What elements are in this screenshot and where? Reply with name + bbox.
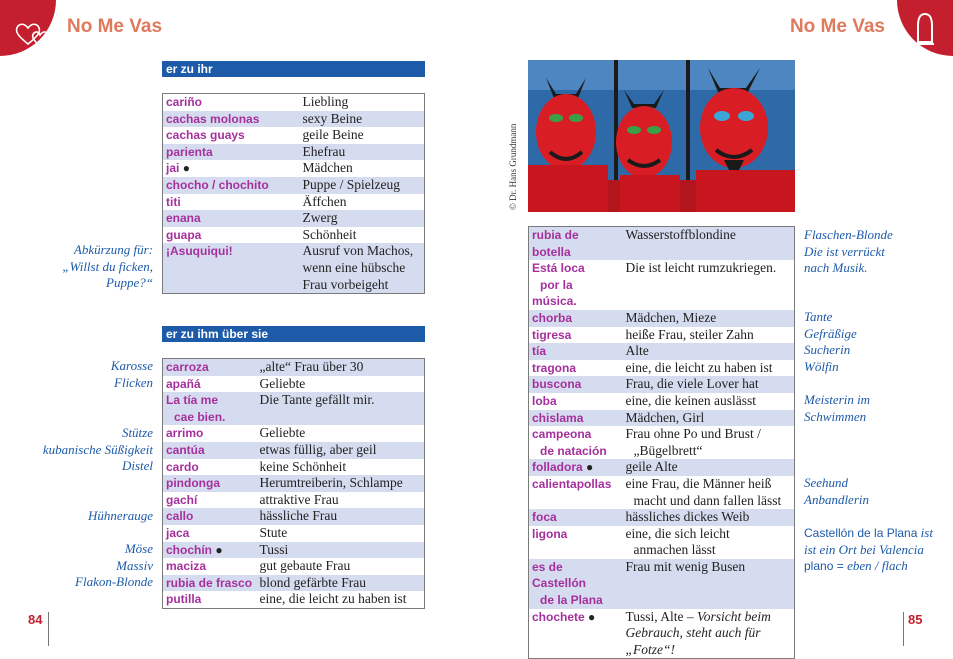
- spanish-term: rubia de botella: [529, 227, 623, 261]
- table-row: [163, 591, 425, 608]
- table-row: [163, 127, 425, 144]
- spanish-term: pindonga: [163, 475, 257, 492]
- spanish-term: ¡Asuquiqui!: [163, 243, 300, 293]
- spanish-term: cachas guays: [166, 128, 245, 143]
- table-row: [163, 194, 425, 211]
- bomb-icon: ●: [182, 161, 190, 176]
- table-row: [163, 227, 425, 244]
- table-row: [529, 509, 795, 526]
- german-translation: blond gefärbte Frau: [257, 575, 425, 592]
- german-translation: Tussi, Alte – Vorsicht beim Gebrauch, steht auch für „Fotze“!: [625, 608, 771, 657]
- margin-note: Flaschen-Blonde Die ist verrückt nach Musik.: [804, 227, 893, 276]
- spanish-term: callo: [163, 508, 257, 525]
- spanish-term: cariño: [166, 95, 203, 109]
- photo-credit: [498, 60, 526, 212]
- german-translation: Zwerg: [300, 210, 425, 227]
- german-translation: Tussi: [257, 542, 425, 559]
- spanish-term: jaca: [166, 525, 190, 540]
- condom-icon: [897, 0, 953, 56]
- table-row: [529, 559, 795, 609]
- table-row: [163, 376, 425, 393]
- spanish-term: chorba: [529, 310, 623, 327]
- german-translation: Frau mit wenig Busen: [623, 559, 795, 609]
- spanish-term: guapa: [166, 227, 202, 242]
- vocab-table-er-zu-ihr: [162, 93, 425, 294]
- table-row: [529, 376, 795, 393]
- german-translation: Frau, die viele Lover hat: [623, 376, 795, 393]
- table-row: [529, 609, 795, 659]
- spanish-term: loba: [532, 393, 557, 408]
- table-row: [163, 558, 425, 575]
- section-title-er-zu-ihm: er zu ihm über sie: [162, 326, 425, 342]
- bomb-icon: ●: [586, 460, 594, 475]
- page-number-left: 84: [28, 612, 43, 627]
- margin-note: Möse Massiv Flakon-Blonde: [75, 541, 153, 590]
- spanish-term: cardo: [166, 459, 199, 474]
- table-row: [163, 94, 425, 111]
- spanish-term: es de Castellón de la Plana: [529, 559, 623, 609]
- spanish-term: foca: [529, 509, 623, 526]
- spanish-term: chochete: [532, 609, 585, 624]
- table-row: [529, 260, 795, 310]
- margin-note: Stütze kubanische Süßigkeit Distel: [42, 425, 153, 474]
- header-title-right: No Me Vas: [789, 16, 885, 37]
- table-row: [163, 111, 425, 128]
- german-translation: keine Schönheit: [259, 458, 347, 474]
- german-translation: Wasserstoffblondine: [623, 227, 795, 261]
- german-translation: gut gebaute Frau: [259, 558, 351, 574]
- spanish-term: campeona de natación: [532, 427, 607, 458]
- table-row: [163, 243, 425, 293]
- german-translation: Geliebte: [259, 425, 306, 441]
- table-row: [163, 492, 425, 509]
- spanish-term: calientapollas: [532, 476, 612, 491]
- spanish-term: Está loca por la música.: [532, 261, 585, 309]
- spanish-term: arrimo: [166, 426, 204, 441]
- table-row: [529, 459, 795, 476]
- corner-decoration-right: [897, 0, 953, 56]
- vocab-table-er-zu-ihm: [162, 358, 425, 609]
- spanish-term: chocho / chochito: [163, 177, 300, 194]
- page-divider-right: [903, 612, 904, 646]
- vocab-table-right: [528, 226, 795, 659]
- bomb-icon: ●: [215, 542, 223, 557]
- german-translation: Die ist leicht rumzukriegen.: [625, 260, 777, 276]
- german-translation: heiße Frau, steiler Zahn: [625, 326, 754, 342]
- german-translation: Geliebte: [259, 375, 306, 391]
- table-row: [529, 227, 795, 261]
- spanish-term: titi: [166, 194, 181, 209]
- spanish-term: rubia de frasco: [163, 575, 257, 592]
- table-row: [529, 327, 795, 344]
- table-row: [163, 144, 425, 161]
- bomb-icon: ●: [588, 609, 596, 624]
- table-row: [163, 575, 425, 592]
- table-row: [163, 542, 425, 559]
- margin-note: Hühnerauge: [88, 508, 153, 523]
- spanish-term: tragona: [532, 360, 577, 375]
- german-translation: Mädchen: [302, 160, 353, 176]
- table-row: [163, 160, 425, 177]
- spanish-term: putilla: [166, 592, 202, 607]
- table-row: [529, 310, 795, 327]
- german-translation: eine, die leicht zu haben ist: [259, 591, 407, 607]
- table-row: [529, 393, 795, 410]
- spanish-term: folladora: [532, 460, 583, 475]
- spanish-term: apañá: [166, 376, 201, 391]
- german-translation: eine Frau, die Männer heiß macht und dann fallen lässt: [625, 475, 782, 508]
- spanish-term: cachas molonas: [163, 111, 300, 128]
- german-translation: geile Alte: [623, 459, 795, 476]
- margin-note: Tante Gefräßige Sucherin Wölfin: [804, 309, 857, 374]
- german-translation: attraktive Frau: [259, 491, 339, 507]
- german-translation: geile Beine: [302, 127, 364, 143]
- section-title-er-zu-ihr: er zu ihr: [162, 61, 425, 77]
- table-row: [163, 508, 425, 525]
- spanish-term: La tía me cae bien.: [163, 392, 257, 425]
- german-translation: Ausruf von Machos, wenn eine hübsche Frau vorbeigeht: [300, 243, 425, 293]
- table-row: [163, 392, 425, 425]
- german-translation: Schönheit: [302, 226, 357, 242]
- spanish-term: chislama: [529, 410, 623, 427]
- german-translation: etwas füllig, aber geil: [257, 442, 425, 459]
- table-row: [529, 360, 795, 377]
- german-translation: Alte: [623, 343, 795, 360]
- table-row: [163, 475, 425, 492]
- german-translation: Mädchen, Girl: [623, 410, 795, 427]
- german-translation: Herumtreiberin, Schlampe: [257, 475, 425, 492]
- german-translation: Äffchen: [302, 193, 347, 209]
- german-translation: eine, die sich leicht anmachen lässt: [625, 525, 730, 558]
- margin-note: Karosse Flicken: [110, 358, 153, 390]
- spanish-term: carroza: [163, 359, 257, 376]
- spanish-term: ligona: [532, 526, 568, 541]
- corner-decoration-left: [0, 0, 56, 56]
- german-translation: Puppe / Spielzeug: [300, 177, 425, 194]
- table-row: [529, 343, 795, 360]
- table-row: [163, 525, 425, 542]
- spanish-term: gachí: [166, 492, 198, 507]
- german-translation: hässliche Frau: [257, 508, 425, 525]
- page-number-right: 85: [908, 612, 923, 627]
- spanish-term: enana: [163, 210, 300, 227]
- german-translation: hässliches dickes Weib: [623, 509, 795, 526]
- german-translation: Frau ohne Po und Brust / „Bügelbrett“: [625, 426, 761, 458]
- spanish-term: cantúa: [163, 442, 257, 459]
- german-translation: „alte“ Frau über 30: [257, 359, 425, 376]
- table-row: [529, 410, 795, 427]
- margin-note: Castellón de la Plana ist ist ein Ort bei Valencia plano = eben / flach: [804, 525, 933, 574]
- table-row: [163, 359, 425, 376]
- table-row: [529, 426, 795, 459]
- margin-note: Meisterin im Schwimmen: [804, 392, 871, 424]
- german-translation: Mädchen, Mieze: [623, 310, 795, 327]
- spanish-term: jai: [166, 161, 180, 176]
- margin-note: Abkürzung für: „Willst du ficken, Puppe?“: [62, 242, 153, 291]
- table-row: [163, 177, 425, 194]
- table-row: [529, 476, 795, 509]
- spanish-term: parienta: [163, 144, 300, 161]
- spanish-term: tigresa: [532, 327, 572, 342]
- photo-devil-masks: [528, 60, 795, 212]
- svg-text:© Dr. Hans Grundmann: © Dr. Hans Grundmann: [508, 123, 518, 210]
- german-translation: sexy Beine: [300, 111, 425, 128]
- table-row: [163, 459, 425, 476]
- table-row: [163, 425, 425, 442]
- spanish-term: buscona: [529, 376, 623, 393]
- header-title-left: No Me Vas: [67, 16, 163, 37]
- table-row: [163, 210, 425, 227]
- spanish-term: tía: [529, 343, 623, 360]
- spanish-term: chochín: [166, 542, 213, 557]
- margin-note: Seehund Anbandlerin: [804, 475, 869, 507]
- german-translation: Die Tante gefällt mir.: [257, 392, 425, 425]
- page-divider-left: [48, 612, 49, 646]
- table-row: [163, 442, 425, 459]
- german-translation: eine, die leicht zu haben ist: [625, 359, 773, 375]
- german-translation: Stute: [259, 524, 288, 540]
- german-translation: eine, die keinen auslässt: [625, 392, 756, 408]
- german-translation: Ehefrau: [300, 144, 425, 161]
- hearts-icon: [0, 0, 56, 56]
- table-row: [529, 526, 795, 559]
- german-translation: Liebling: [302, 94, 349, 109]
- spanish-term: maciza: [166, 559, 207, 574]
